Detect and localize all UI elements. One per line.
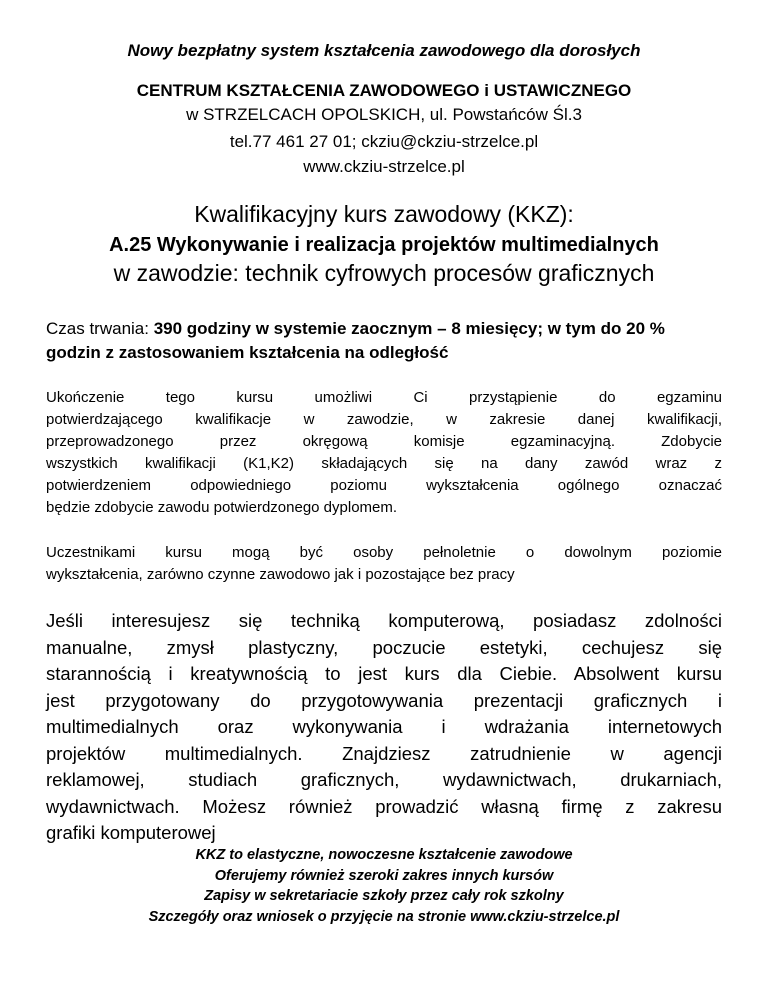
paragraph-line: multimedialnych oraz wykonywania i wdrażania internetowych [46, 716, 722, 737]
paragraph-line: jest przygotowany do przygotowywania prezentacji graficznych i [46, 689, 722, 711]
paragraph-participants [46, 542, 722, 586]
course-type-heading: Kwalifikacyjny kurs zawodowy (KKZ): [194, 201, 574, 227]
course-code-title: A.25 Wykonywanie i realizacja projektów multimedialnych [109, 234, 659, 256]
tagline: Nowy bezpłatny system kształcenia zawodowego dla dorosłych [127, 41, 641, 60]
paragraph-line: potwierdzeniem odpowiedniego poziomu wykształcenia ogólnego oznaczać [46, 477, 722, 494]
paragraph-line: wykształcenia, zarówno czynne zawodowo jak i pozostające bez pracy [46, 566, 515, 583]
paragraph-line: wszystkich kwalifikacji (K1,K2) składających się na dany zawód wraz z [46, 455, 722, 472]
paragraph-line: wydawnictwach. Możesz również prowadzić własną firmę z zakresu [46, 795, 722, 817]
footer-line: Szczegóły oraz wniosek o przyjęcie na stronie www.ckziu-strzelce.pl [148, 908, 620, 925]
org-address: w STRZELCACH OPOLSKICH, ul. Powstańców Śl.3 [186, 105, 582, 124]
org-name: CENTRUM KSZTAŁCENIA ZAWODOWEGO i USTAWICZNEGO [136, 81, 632, 100]
paragraph-line: manualne, zmysł plastyczny, poczucie estetyki, cechujesz się [46, 636, 722, 658]
footer-line: Zapisy w sekretariacie szkoły przez cały rok szkolny [204, 888, 564, 904]
footer-line: KKZ to elastyczne, nowoczesne kształcenie zawodowe [195, 847, 573, 863]
paragraph-line: Ukończenie tego kursu umożliwi Ci przystąpienie do egzaminu [46, 389, 722, 406]
paragraph-line: będzie zdobycie zawodu potwierdzonego dyplomem. [46, 499, 398, 516]
org-website: www.ckziu-strzelce.pl [303, 157, 465, 176]
footer-line: Oferujemy również szeroki zakres innych kursów [214, 867, 554, 884]
paragraph-completion [46, 387, 722, 519]
paragraph-line: potwierdzającego kwalifikacje w zawodzie, w zakresie danej kwalifikacji, [46, 411, 722, 428]
paragraph-line: Uczestnikami kursu mogą być osoby pełnoletnie o dowolnym poziomie [46, 544, 722, 561]
footer-notes [0, 845, 768, 927]
paragraph-description [46, 608, 722, 847]
course-duration [46, 317, 722, 365]
paragraph-line: przeprowadzonego przez okręgową komisje egzaminacyjną. Zdobycie [46, 433, 722, 450]
paragraph-line: starannością i kreatywnością to jest kurs dla Ciebie. Absolwent kursu [46, 663, 722, 684]
duration-value: 390 godziny w systemie zaocznym – 8 miesięcy; w tym do 20 % godzin z zastosowaniem kształcenia na odległość [46, 319, 665, 362]
duration-label: Czas trwania: [46, 319, 154, 338]
course-profession: w zawodzie: technik cyfrowych procesów graficznych [113, 260, 655, 286]
paragraph-line: reklamowej, studiach graficznych, wydawnictwach, drukarniach, [46, 769, 722, 790]
paragraph-line: Jeśli interesujesz się techniką komputerową, posiadasz zdolności [46, 610, 722, 631]
org-contact: tel.77 461 27 01; ckziu@ckziu-strzelce.pl [229, 132, 539, 151]
paragraph-line: grafiki komputerowej [46, 822, 216, 843]
paragraph-line: projektów multimedialnych. Znajdziesz zatrudnienie w agencji [46, 742, 722, 764]
